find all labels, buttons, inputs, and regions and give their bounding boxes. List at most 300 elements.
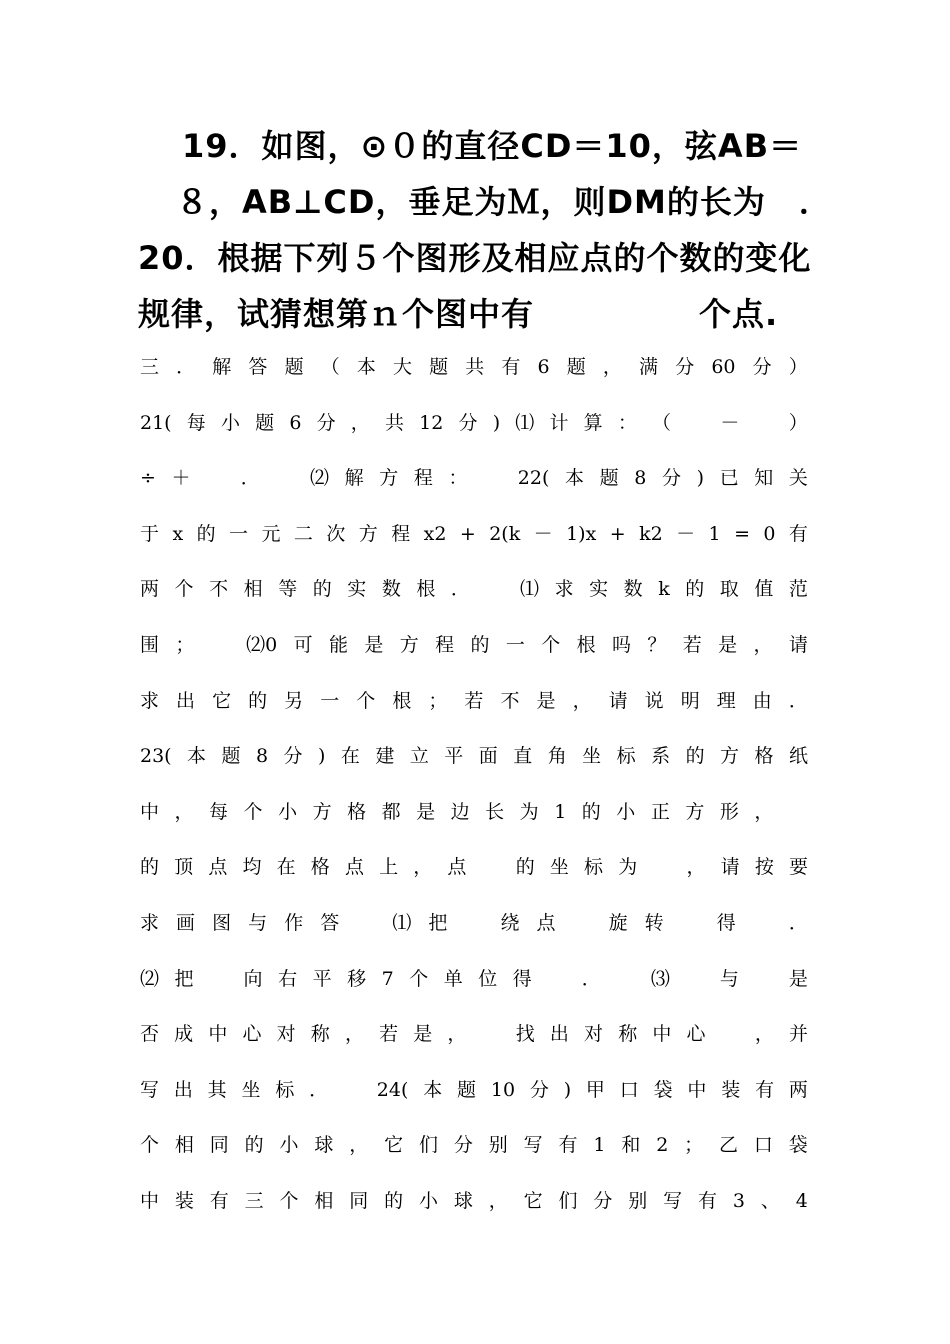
- body-token: [789, 797, 808, 827]
- body-token: 对: [584, 1023, 604, 1046]
- body-token: [721, 1019, 740, 1049]
- body-token: 若: [379, 1023, 399, 1046]
- body-token: 平: [444, 745, 464, 768]
- body-token: ，: [174, 800, 194, 823]
- body-token: 数: [623, 578, 643, 601]
- body-token: [356, 908, 375, 938]
- body-token: [275, 463, 294, 493]
- body-token: 个: [279, 1190, 299, 1212]
- body-line: [140, 463, 808, 493]
- body-token: 有: [558, 1134, 578, 1157]
- body-token: ．: [581, 967, 601, 990]
- body-token: 、: [760, 1190, 780, 1212]
- body-token: ，: [754, 1023, 774, 1046]
- body-token: 理: [716, 689, 736, 712]
- body-token: 装: [174, 1190, 194, 1212]
- body-token: 均: [242, 856, 262, 879]
- body-token: 明: [680, 689, 700, 712]
- body-token: [681, 908, 700, 938]
- body-token: 移: [347, 967, 367, 990]
- body-token: 的: [244, 1134, 264, 1157]
- body-token: ): [492, 411, 501, 434]
- body-token: ．: [788, 689, 808, 712]
- body-token: 写: [663, 1190, 683, 1212]
- body-token: 说: [644, 689, 664, 712]
- body-token: 得: [716, 912, 736, 934]
- body-token: 标: [616, 745, 636, 768]
- body-token: 位: [478, 967, 498, 990]
- body-token: 答: [248, 356, 268, 378]
- body-token: +: [459, 522, 476, 545]
- body-token: [685, 964, 704, 994]
- body-token: 绕: [500, 912, 520, 934]
- body-token: ＋: [171, 467, 191, 490]
- body-token: 对: [276, 1023, 296, 1046]
- body-line: [140, 686, 808, 716]
- body-token: ，: [686, 856, 706, 879]
- body-token: [686, 408, 705, 438]
- body-token: 另: [284, 689, 304, 712]
- body-token: ．: [788, 912, 808, 934]
- body-token: 相: [243, 578, 263, 601]
- body-token: 个: [356, 689, 376, 712]
- body-token: ): [696, 467, 704, 490]
- body-line: [140, 908, 808, 938]
- body-token: ，: [350, 411, 370, 434]
- body-token: 是: [416, 800, 436, 823]
- body-token: 方: [720, 745, 740, 768]
- body-token: 在: [340, 745, 360, 768]
- body-token: 点: [344, 856, 364, 879]
- heading-line-2: ８，AB⊥CD，垂足为Ｍ，则DM的长为 ．: [176, 183, 832, 221]
- body-token: 别: [628, 1190, 648, 1212]
- body-token: 根: [392, 689, 412, 712]
- body-token: ，: [447, 1023, 467, 1046]
- body-line: [140, 1019, 808, 1049]
- body-token: 程: [391, 522, 411, 545]
- body-token: －: [720, 411, 740, 434]
- body-token: 分: [752, 356, 772, 378]
- body-token: 求: [140, 689, 160, 712]
- body-line: [140, 797, 808, 827]
- body-token: 边: [450, 800, 470, 823]
- body-token: 22(: [517, 467, 550, 490]
- body-token: ⑶: [650, 967, 670, 990]
- body-token: ，: [413, 856, 433, 879]
- body-token: ．: [240, 467, 260, 490]
- body-token: 方: [685, 800, 705, 823]
- body-token: 纸: [788, 745, 808, 768]
- body-token: 直: [513, 745, 533, 768]
- body-token: 在: [276, 856, 296, 879]
- body-token: 计: [549, 411, 569, 434]
- body-token: 分: [675, 356, 695, 378]
- body-token: 称: [618, 1023, 638, 1046]
- body-token: 根: [416, 578, 436, 601]
- body-token: 相: [314, 1190, 334, 1212]
- body-token: 得: [512, 967, 532, 990]
- body-token: [206, 463, 225, 493]
- body-token: 成: [174, 1023, 194, 1046]
- body-token: 正: [650, 800, 670, 823]
- body-token: 算: [583, 411, 603, 434]
- body-token: [464, 908, 483, 938]
- body-token: 找: [515, 1023, 535, 1046]
- body-token: 满: [639, 356, 659, 378]
- body-token: 按: [754, 856, 774, 879]
- body-token: 1: [708, 522, 721, 545]
- body-token: 三: [244, 1190, 264, 1212]
- body-token: 12: [419, 411, 444, 434]
- body-token: 求: [554, 578, 574, 601]
- body-token: 取: [719, 578, 739, 601]
- body-token: 要: [788, 856, 808, 879]
- body-token: 的: [470, 634, 490, 656]
- body-token: 是: [364, 634, 384, 656]
- body-token: 中: [652, 1023, 672, 1046]
- body-token: 题: [457, 1078, 477, 1101]
- body-token: 10: [490, 1078, 516, 1101]
- body-token: 题: [284, 356, 304, 378]
- body-token: 不: [500, 689, 520, 712]
- body-token: 有: [501, 356, 521, 378]
- body-token: 数: [381, 578, 401, 601]
- body-token: 次: [326, 522, 346, 545]
- body-token: 有: [698, 1190, 718, 1212]
- body-token: 为: [618, 856, 638, 879]
- body-token: [482, 852, 501, 882]
- body-token: 是: [718, 634, 738, 656]
- body-token: 图: [212, 912, 232, 934]
- body-token: 一: [229, 522, 249, 545]
- body-token: 本: [356, 356, 376, 378]
- body-token: 是: [413, 1023, 433, 1046]
- body-token: 知: [754, 467, 774, 490]
- body-token: 三: [140, 356, 160, 378]
- body-token: 的: [248, 689, 268, 712]
- body-line: [140, 574, 808, 604]
- body-token: 题: [221, 745, 241, 768]
- body-token: 解: [212, 356, 232, 378]
- body-token: 共: [384, 411, 404, 434]
- body-line: [140, 630, 808, 660]
- body-token: 个: [541, 634, 561, 656]
- body-token: 称: [310, 1023, 330, 1046]
- body-token: 都: [381, 800, 401, 823]
- body-token: 一: [320, 689, 340, 712]
- body-token: 二: [293, 522, 313, 545]
- body-token: ⑵: [140, 967, 160, 990]
- body-line: [140, 1130, 808, 1160]
- body-token: ；: [175, 634, 195, 656]
- body-token: [652, 852, 671, 882]
- body-token: 转: [644, 912, 664, 934]
- body-token: （: [320, 356, 340, 378]
- body-token: 答: [320, 912, 340, 934]
- body-token: 有: [788, 522, 808, 545]
- body-token: 的: [384, 1190, 404, 1212]
- body-line: [140, 852, 808, 882]
- body-token: 中: [687, 1078, 707, 1101]
- body-token: 的: [515, 856, 535, 879]
- body-token: 吗: [611, 634, 631, 656]
- body-token: 方: [399, 634, 419, 656]
- body-token: 方: [379, 467, 399, 490]
- body-token: 分: [283, 745, 303, 768]
- body-token: 它: [212, 689, 232, 712]
- body-token: 格: [310, 856, 330, 879]
- body-token: 已: [719, 467, 739, 490]
- body-line: [140, 964, 808, 994]
- body-token: 分: [661, 467, 681, 490]
- body-token: ，: [602, 356, 622, 378]
- body-token: ): [563, 1078, 572, 1101]
- body-token: 其: [207, 1078, 227, 1101]
- body-token: ）: [788, 356, 808, 378]
- body-token: 与: [719, 967, 739, 990]
- body-line: [140, 352, 808, 382]
- body-line: [140, 741, 808, 771]
- body-token: ，: [572, 689, 592, 712]
- body-token: 若: [464, 689, 484, 712]
- body-token: ．: [309, 1078, 329, 1101]
- body-token: 为: [519, 800, 539, 823]
- body-token: 小: [279, 1134, 299, 1157]
- body-token: 袋: [653, 1078, 673, 1101]
- body-token: ：: [448, 467, 468, 490]
- body-token: 的: [140, 856, 160, 879]
- body-token: 它: [523, 1190, 543, 1212]
- body-token: [547, 964, 566, 994]
- body-token: [482, 1019, 501, 1049]
- body-token: 分: [458, 411, 478, 434]
- body-token: 右: [278, 967, 298, 990]
- body-token: 方: [358, 522, 378, 545]
- body-token: 心: [686, 1023, 706, 1046]
- body-token: 长: [485, 800, 505, 823]
- body-token: －: [533, 522, 553, 545]
- body-token: 乙: [719, 1134, 739, 1157]
- body-token: 袋: [788, 1134, 808, 1157]
- body-token: ；: [684, 1134, 704, 1157]
- body-token: 作: [284, 912, 304, 934]
- body-token: 点: [536, 912, 556, 934]
- body-token: 画: [176, 912, 196, 934]
- body-token: ）: [788, 411, 808, 434]
- body-token: 每: [186, 411, 206, 434]
- body-token: 是: [788, 967, 808, 990]
- body-token: 解: [344, 467, 364, 490]
- body-token: 个: [174, 578, 194, 601]
- body-token: 8: [634, 467, 647, 490]
- body-token: 装: [721, 1078, 741, 1101]
- body-token: 每: [209, 800, 229, 823]
- body-token: 7: [381, 967, 394, 990]
- body-token: 点: [447, 856, 467, 879]
- body-token: ÷: [140, 467, 156, 490]
- body-token: 是: [536, 689, 556, 712]
- body-line: [140, 519, 808, 549]
- body-token: 6: [289, 411, 302, 434]
- body-token: ；: [428, 689, 448, 712]
- heading-line-4: 规律，试猜想第ｎ个图中有 个点.: [138, 295, 779, 333]
- body-token: [483, 463, 502, 493]
- body-token: 可: [293, 634, 313, 656]
- body-token: 心: [242, 1023, 262, 1046]
- body-token: ，: [753, 634, 773, 656]
- body-token: 两: [788, 1078, 808, 1101]
- body-token: 们: [419, 1134, 439, 1157]
- body-token: 球: [314, 1134, 334, 1157]
- body-token: 坐: [549, 856, 569, 879]
- body-token: ，: [488, 1190, 508, 1212]
- body-token: 60: [711, 356, 736, 378]
- body-token: 范: [788, 578, 808, 601]
- body-token: ⑵0: [246, 634, 278, 656]
- body-token: 共: [465, 356, 485, 378]
- body-token: 值: [754, 578, 774, 601]
- body-token: 等: [278, 578, 298, 601]
- heading-line-3: 20．根据下列５个图形及相应点的个数的变化: [138, 239, 812, 277]
- body-token: 中: [140, 800, 160, 823]
- body-token: 分: [316, 411, 336, 434]
- body-token: 写: [523, 1134, 543, 1157]
- body-token: 请: [720, 856, 740, 879]
- body-token: 6: [537, 356, 550, 378]
- body-token: 上: [379, 856, 399, 879]
- body-token: ．: [176, 356, 196, 378]
- body-token: 否: [140, 1023, 160, 1046]
- body-token: 同: [209, 1134, 229, 1157]
- body-token: 出: [549, 1023, 569, 1046]
- body-token: 把: [174, 967, 194, 990]
- body-token: 有: [755, 1078, 775, 1101]
- body-token: 本: [423, 1078, 443, 1101]
- body-token: 中: [140, 1190, 160, 1212]
- body-token: 球: [453, 1190, 473, 1212]
- body-token: 的: [685, 578, 705, 601]
- body-token: 实: [589, 578, 609, 601]
- body-token: 本: [564, 467, 584, 490]
- body-token: 小: [419, 1190, 439, 1212]
- body-token: 甲: [585, 1078, 605, 1101]
- body-token: 的: [196, 522, 216, 545]
- body-token: 的: [312, 578, 332, 601]
- body-token: 写: [140, 1078, 160, 1101]
- body-token: 程: [435, 634, 455, 656]
- body-token: 们: [558, 1190, 578, 1212]
- body-token: 根: [576, 634, 596, 656]
- body-token: [211, 630, 230, 660]
- body-token: 若: [682, 634, 702, 656]
- body-token: 21(: [140, 411, 172, 434]
- body-token: 3: [732, 1190, 745, 1212]
- body-token: 请: [608, 689, 628, 712]
- body-token: 的: [581, 800, 601, 823]
- body-token: 一: [505, 634, 525, 656]
- body-line: [140, 408, 808, 438]
- body-token: x2: [423, 522, 447, 545]
- body-token: 形: [719, 800, 739, 823]
- body-token: 1: [593, 1134, 606, 1157]
- body-token: 题: [429, 356, 449, 378]
- body-token: 坐: [582, 745, 602, 768]
- body-token: 格: [347, 800, 367, 823]
- body-token: 1)x: [566, 522, 597, 545]
- body-token: 23(: [140, 745, 172, 768]
- body-token: ⑴: [520, 578, 540, 601]
- body-token: ⑴: [392, 912, 412, 934]
- body-token: 向: [243, 967, 263, 990]
- body-token: 分: [453, 1134, 473, 1157]
- body-token: 个: [409, 967, 429, 990]
- body-token: 程: [413, 467, 433, 490]
- body-token: 方: [312, 800, 332, 823]
- body-token: 顶: [174, 856, 194, 879]
- body-token: k2: [639, 522, 663, 545]
- body-token: k: [658, 578, 670, 601]
- body-token: ⑴: [515, 411, 535, 434]
- body-token: 大: [392, 356, 412, 378]
- body-token: [343, 1075, 362, 1105]
- body-token: [755, 408, 774, 438]
- body-token: ⑵: [310, 467, 330, 490]
- body-token: 口: [753, 1134, 773, 1157]
- body-token: 中: [208, 1023, 228, 1046]
- body-token: ？: [647, 634, 667, 656]
- body-token: 出: [176, 689, 196, 712]
- body-token: 相: [174, 1134, 194, 1157]
- body-token: 本: [187, 745, 207, 768]
- body-token: 题: [255, 411, 275, 434]
- body-token: [616, 964, 635, 994]
- body-token: 出: [173, 1078, 193, 1101]
- body-token: 坐: [241, 1078, 261, 1101]
- body-token: 的: [685, 745, 705, 768]
- body-token: 2: [656, 1134, 669, 1157]
- body-token: 立: [409, 745, 429, 768]
- body-token: [754, 964, 773, 994]
- body-token: 小: [616, 800, 636, 823]
- body-token: 于: [140, 522, 160, 545]
- body-token: 能: [328, 634, 348, 656]
- body-token: 请: [788, 634, 808, 656]
- body-token: ，: [754, 800, 774, 823]
- body-token: 围: [140, 634, 160, 656]
- body-token: 点: [208, 856, 228, 879]
- body-token: x: [172, 522, 184, 545]
- body-token: 分: [529, 1078, 549, 1101]
- body-token: 关: [788, 467, 808, 490]
- body-token: 题: [566, 356, 586, 378]
- body-token: 实: [347, 578, 367, 601]
- body-token: +: [609, 522, 626, 545]
- body-token: 不: [209, 578, 229, 601]
- body-token: 有: [209, 1190, 229, 1212]
- body-token: =: [734, 522, 750, 545]
- body-token: [485, 574, 504, 604]
- body-token: 角: [547, 745, 567, 768]
- body-token: 0: [763, 522, 776, 545]
- body-token: [573, 908, 592, 938]
- body-token: 旋: [608, 912, 628, 934]
- body-token: 小: [220, 411, 240, 434]
- body-token: 与: [248, 912, 268, 934]
- body-token: 并: [788, 1023, 808, 1046]
- body-token: 4: [795, 1190, 808, 1212]
- body-token: 求: [140, 912, 160, 934]
- body-token: 标: [275, 1078, 295, 1101]
